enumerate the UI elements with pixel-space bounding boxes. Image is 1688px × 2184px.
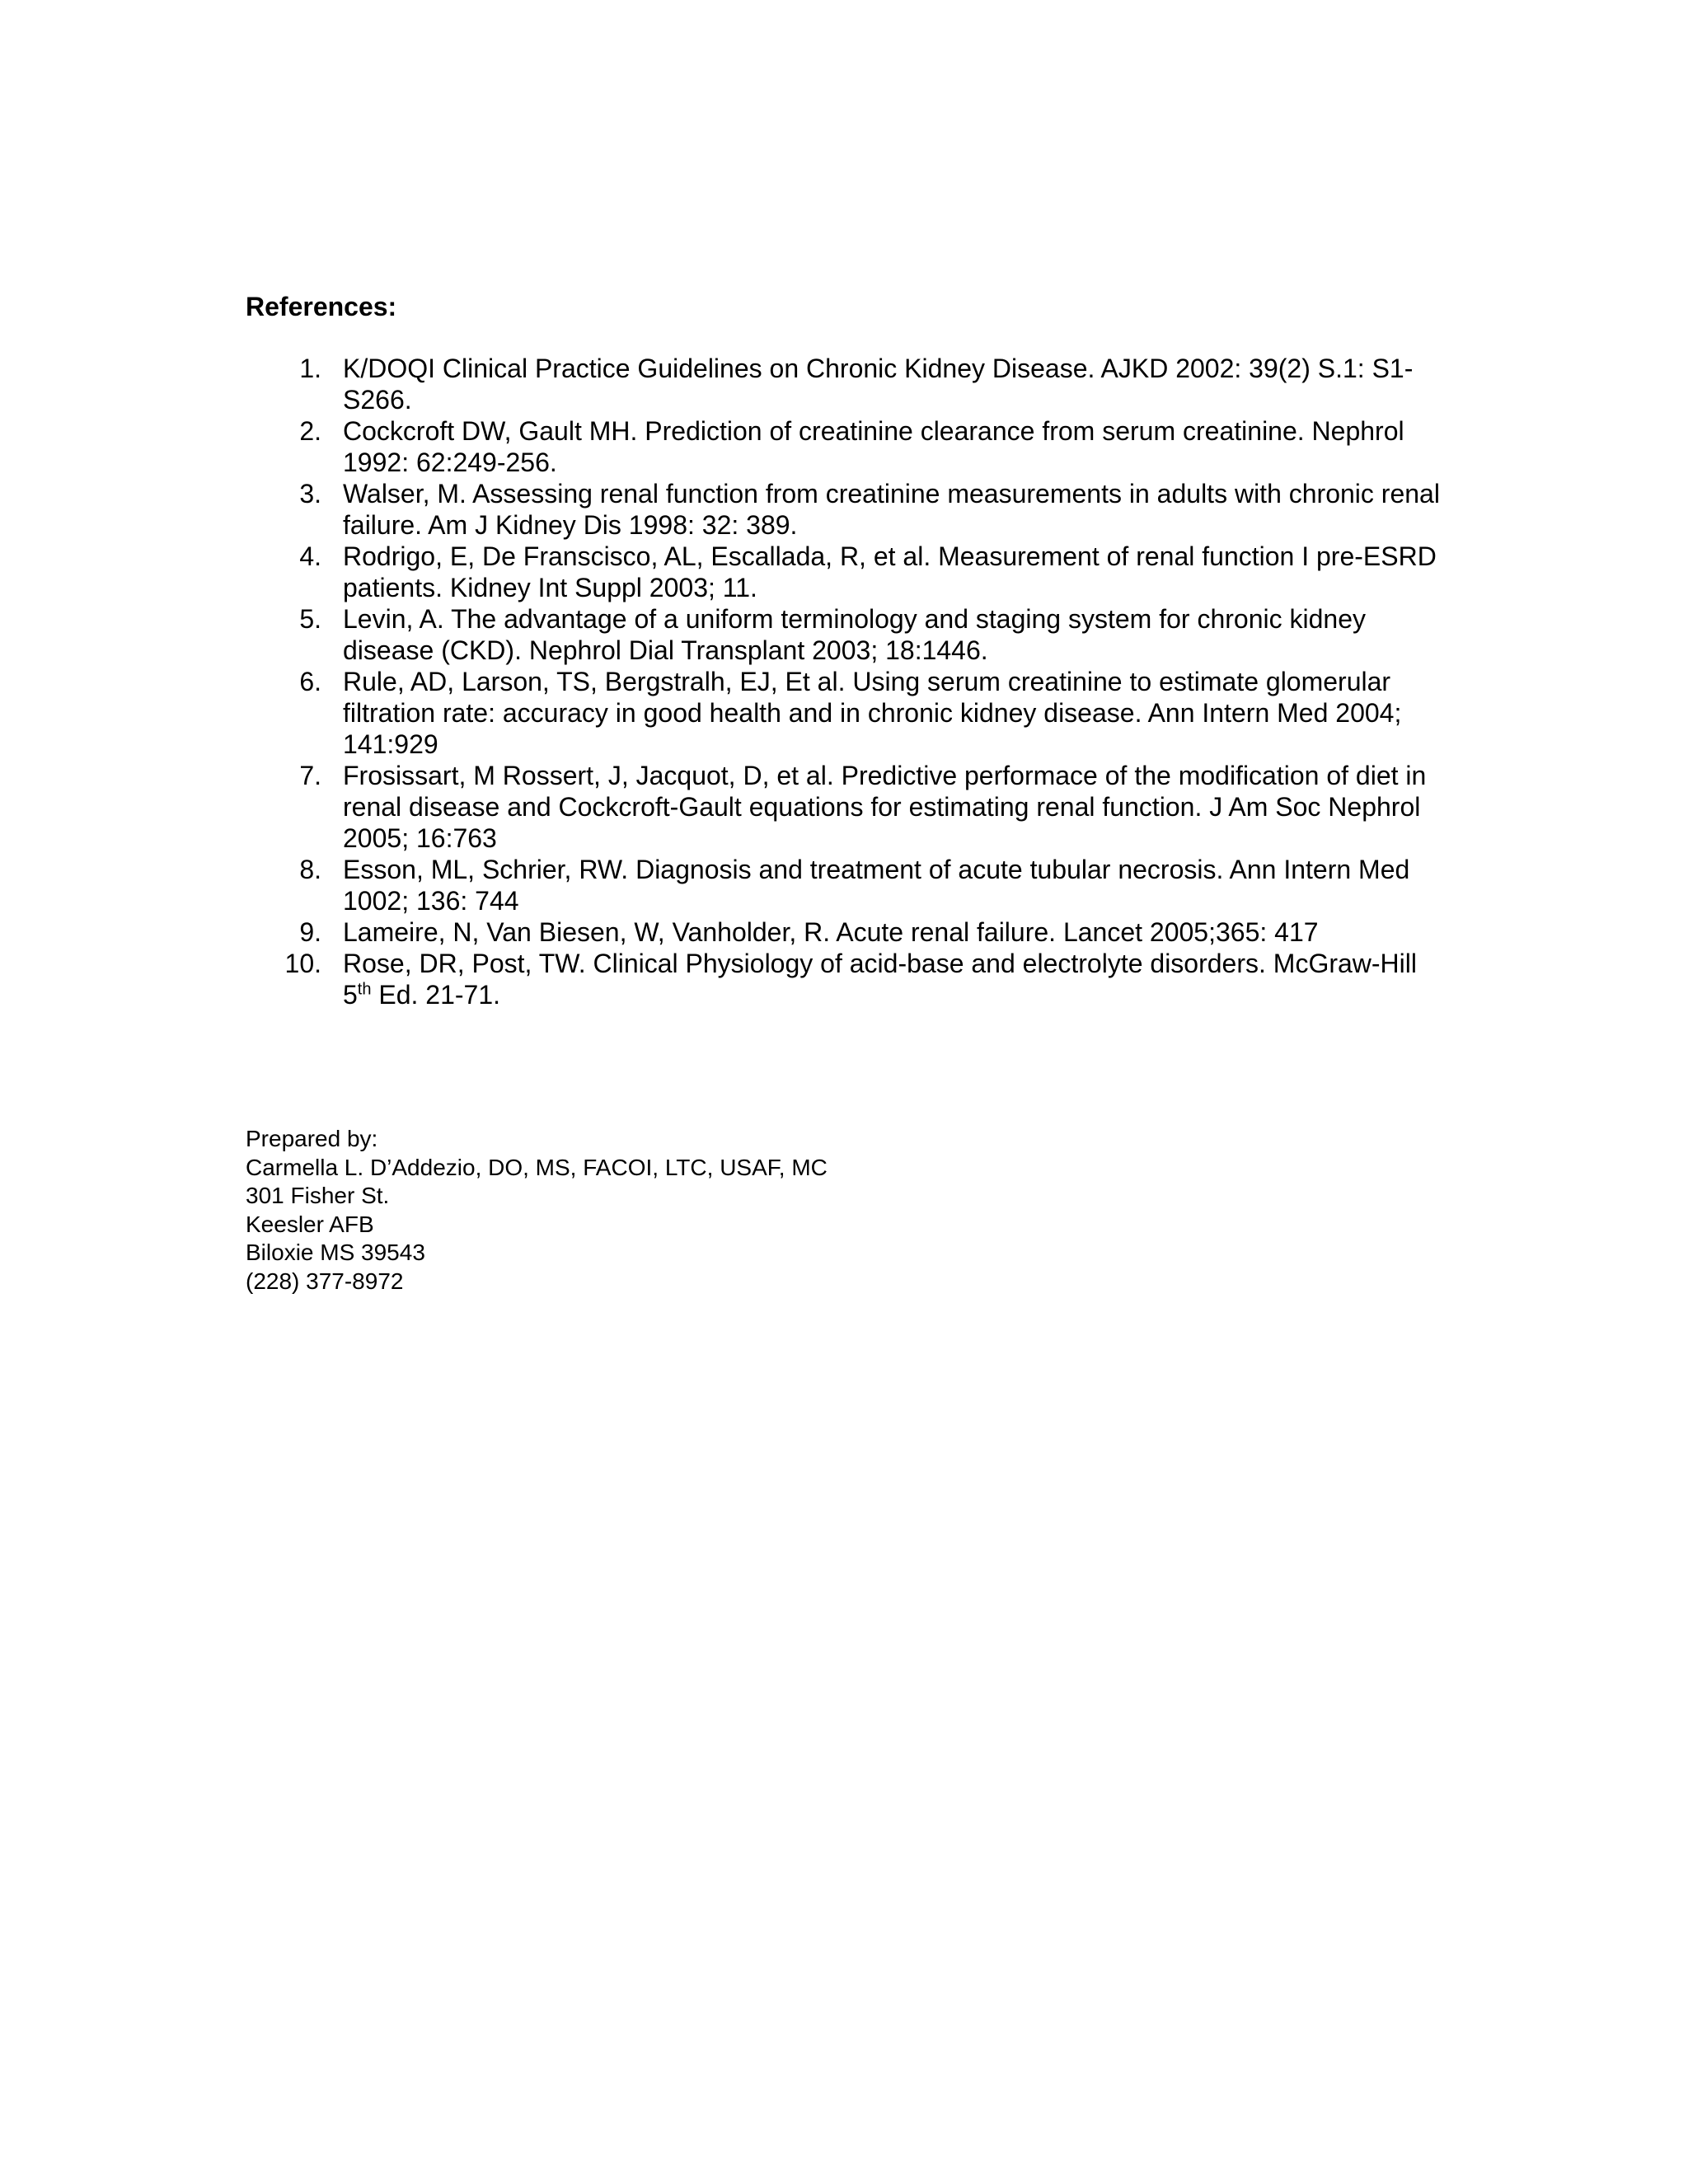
reference-item <box>246 854 1441 916</box>
reference-text: K/DOQI Clinical Practice Guidelines on Chronic Kidney Disease. AJKD 2002: 39(2) S.1: S1-S266. <box>343 354 1414 415</box>
reference-item <box>246 415 1441 478</box>
reference-number: 2. <box>299 416 321 446</box>
prepared-by-block <box>246 1125 828 1296</box>
reference-item <box>246 353 1441 415</box>
reference-item <box>246 916 1441 948</box>
reference-text <box>343 948 1441 1010</box>
reference-text: Levin, A. The advantage of a uniform terminology and staging system for chronic kidney disease (CKD). Nephrol Dial Transplant 2003; 18:1446. <box>343 604 1366 665</box>
reference-item <box>246 603 1441 666</box>
reference-text: Cockcroft DW, Gault MH. Prediction of creatinine clearance from serum creatinine. Nephrol 1992: 62:249-256. <box>343 416 1404 477</box>
reference-text-tail: Ed. 21-71. <box>371 980 501 1010</box>
author-name: Carmella L. D’Addezio, DO, MS, FACOI, LTC, USAF, MC <box>246 1154 828 1180</box>
ordinal-superscript: th <box>357 980 372 999</box>
city-state-zip: Biloxie MS 39543 <box>246 1240 425 1265</box>
reference-number: 8. <box>299 855 321 884</box>
reference-number: 10. <box>284 949 321 978</box>
reference-number: 7. <box>299 761 321 790</box>
reference-text: Walser, M. Assessing renal function from creatinine measurements in adults with chronic renal failure. Am J Kidney Dis 1998: 32: 389. <box>343 479 1440 540</box>
reference-text: Frosissart, M Rossert, J, Jacquot, D, et al. Predictive performace of the modification of diet in renal disease and Cockcroft-Gault equations for estimating renal function. J Am Soc Nephrol 2005; 16:763 <box>343 761 1427 853</box>
reference-number: 9. <box>299 917 321 947</box>
reference-number: 3. <box>299 479 321 509</box>
reference-item <box>246 541 1441 603</box>
reference-text: Lameire, N, Van Biesen, W, Vanholder, R. Acute renal failure. Lancet 2005;365: 417 <box>343 917 1319 947</box>
reference-item <box>246 666 1441 760</box>
base-name: Keesler AFB <box>246 1211 374 1237</box>
reference-text: Rodrigo, E, De Franscisco, AL, Escallada, R, et al. Measurement of renal function I pre-ESRD patients. Kidney Int Suppl 2003; 11. <box>343 541 1437 602</box>
reference-item <box>246 760 1441 854</box>
reference-text: Esson, ML, Schrier, RW. Diagnosis and treatment of acute tubular necrosis. Ann Intern Med 1002; 136: 744 <box>343 855 1410 916</box>
references-list <box>246 353 1441 1010</box>
prepared-by-label: Prepared by: <box>246 1126 378 1151</box>
street-address: 301 Fisher St. <box>246 1183 390 1208</box>
reference-number: 4. <box>299 541 321 571</box>
phone-number: (228) 377-8972 <box>246 1268 404 1294</box>
reference-item <box>246 948 1441 1010</box>
references-heading: References: <box>246 292 397 321</box>
reference-number: 1. <box>299 354 321 383</box>
reference-text-main: Rose, DR, Post, TW. Clinical Physiology of acid-base and electrolyte disorders. McGraw-Hill 5 <box>343 949 1417 1010</box>
reference-text: Rule, AD, Larson, TS, Bergstralh, EJ, Et al. Using serum creatinine to estimate glomerular filtration rate: accuracy in good health and in chronic kidney disease. Ann Intern Med 2004; 141:929 <box>343 667 1402 759</box>
reference-item <box>246 478 1441 541</box>
reference-number: 6. <box>299 667 321 696</box>
reference-number: 5. <box>299 604 321 634</box>
